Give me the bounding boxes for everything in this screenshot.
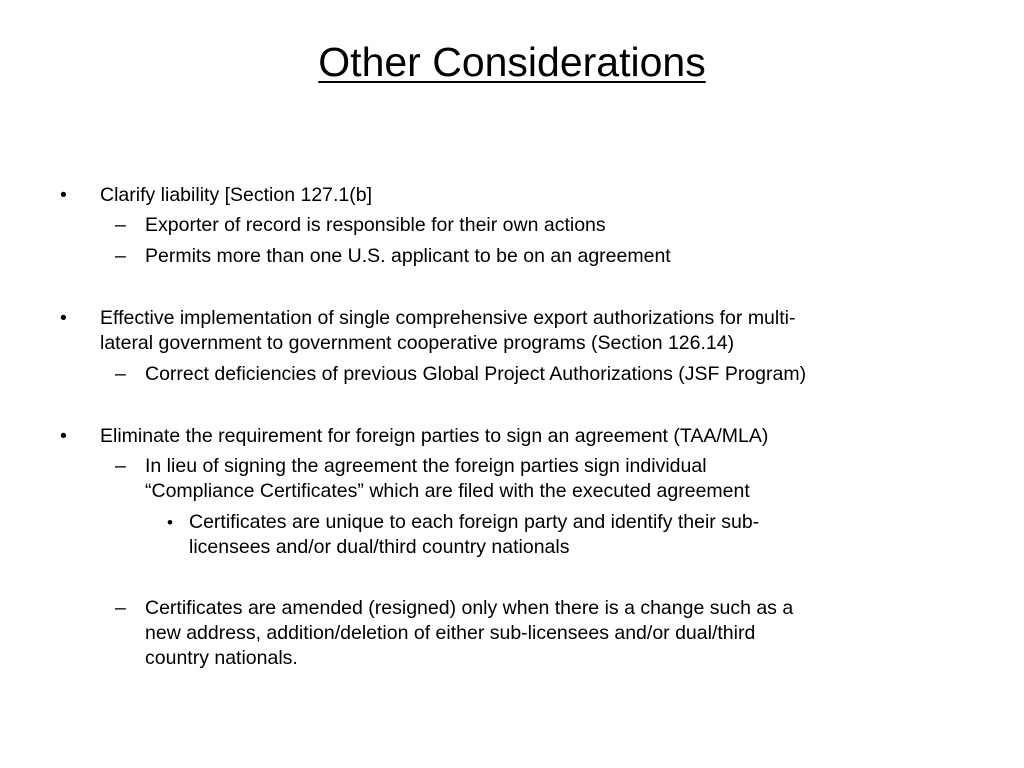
sub-bullet-text: Correct deficiencies of previous Global Project Authorizations (JSF Program): [145, 363, 807, 385]
dash-marker: –: [115, 597, 126, 619]
bullet-marker: •: [60, 307, 67, 329]
sub-sub-bullet-text: licensees and/or dual/third country nationals: [189, 536, 570, 558]
dash-marker: –: [115, 455, 126, 477]
bullet-marker: •: [60, 425, 67, 447]
bullet-marker: •: [60, 184, 67, 206]
sub-bullet-text: new address, addition/deletion of either sub-licensees and/or dual/third: [145, 622, 756, 644]
sub-bullet-text: Permits more than one U.S. applicant to be on an agreement: [145, 245, 671, 267]
bullet-marker: •: [167, 513, 173, 532]
dash-marker: –: [115, 214, 126, 236]
sub-bullet-text: Certificates are amended (resigned) only when there is a change such as a: [145, 597, 794, 619]
dash-marker: –: [115, 245, 126, 267]
sub-bullet-text: “Compliance Certificates” which are filed with the executed agreement: [145, 480, 750, 502]
bullet-text: Eliminate the requirement for foreign parties to sign an agreement (TAA/MLA): [100, 425, 769, 447]
bullet-text: Clarify liability [Section 127.1(b]: [100, 184, 373, 206]
sub-bullet-text: country nationals.: [145, 647, 298, 669]
sub-bullet-text: In lieu of signing the agreement the foreign parties sign individual: [145, 455, 707, 477]
sub-sub-bullet-text: Certificates are unique to each foreign party and identify their sub-: [189, 511, 760, 533]
slide-title: Other Considerations: [318, 39, 706, 85]
bullet-text: Effective implementation of single comprehensive export authorizations for multi-: [100, 307, 796, 329]
bullet-text: lateral government to government cooperative programs (Section 126.14): [100, 332, 735, 354]
dash-marker: –: [115, 363, 126, 385]
sub-bullet-text: Exporter of record is responsible for their own actions: [145, 214, 606, 236]
